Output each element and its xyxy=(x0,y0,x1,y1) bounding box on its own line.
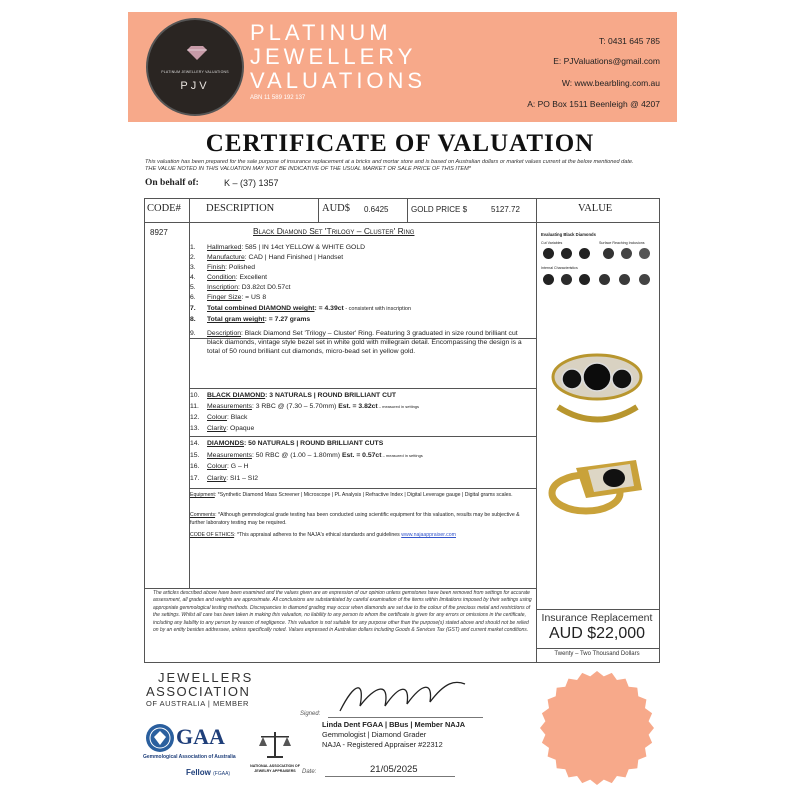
row-divider xyxy=(536,609,660,610)
spec-line-7: 7. Total combined DIAMOND weight: = 4.39ct - consistent with inscription xyxy=(190,305,412,312)
contact-website: W: www.bearbling.com.au xyxy=(561,78,660,88)
diamonds-colour: 16. Colour: G – H xyxy=(190,463,249,470)
ring-side-photo xyxy=(546,438,649,520)
gaa-full-name: Gemmological Association of Australia xyxy=(143,754,236,760)
item-title: Black Diamond Set 'Trilogy – Cluster' Ring xyxy=(253,226,415,236)
column-divider xyxy=(318,198,319,222)
ring-front-photo xyxy=(546,337,649,427)
diamond-icon xyxy=(187,46,207,60)
equipment-note: Equipment: *Synthetic Diamond Mass Screener | Microscope | PL Analysis | Refractive Index | Digital Leverage gauge | Digital grams scales. xyxy=(190,492,513,498)
naja-text: NATIONAL ASSOCIATION OF JEWELRY APPRAISERS xyxy=(250,764,300,773)
naja-link[interactable]: www.najaappraiser.com xyxy=(401,532,456,538)
insurance-value-words: Twenty – Two Thousand Dollars xyxy=(554,651,640,657)
black-diamond-heading: 10. BLACK DIAMOND: 3 NATURALS | ROUND BRILLIANT CUT xyxy=(190,392,397,399)
black-diamond-sample-icon xyxy=(561,248,572,259)
black-diamond-sample-icon xyxy=(619,274,630,285)
contact-address: A: PO Box 1511 Beenleigh @ 4207 xyxy=(527,99,660,109)
abn-number: ABN 11 589 192 137 xyxy=(250,95,306,101)
ja-line-3: OF AUSTRALIA | MEMBER xyxy=(146,699,249,708)
spec-line-2: 2. Manufacture: CAD | Hand Finished | Handset xyxy=(190,254,344,261)
spec-line-8: 8. Total gram weight: = 7.27 grams xyxy=(190,316,311,323)
chart-row1-heading: Cut Variables xyxy=(541,241,563,245)
signed-label: Signed: xyxy=(300,711,321,717)
date-value: 21/05/2025 xyxy=(370,764,418,775)
black-diamond-clarity: 13. Clarity: Opaque xyxy=(190,425,255,432)
gaa-emblem-icon xyxy=(145,723,175,753)
company-name-line-1: PLATINUM xyxy=(250,20,392,45)
comments-note: Comments: *Although gemmological grade testing has been conducted using scientific equipment for this valuation, results may be subjective & further laboratory testing may be required. xyxy=(190,512,520,527)
behalf-value: K – (37) 1357 xyxy=(224,178,279,188)
item-code: 8927 xyxy=(150,228,168,237)
black-diamond-sample-icon xyxy=(621,248,632,259)
signer-name: Linda Dent FGAA | BBus | Member NAJA xyxy=(322,720,466,729)
row-divider xyxy=(189,436,536,437)
fellow-label: Fellow (FGAA) xyxy=(186,768,231,777)
spec-line-1: 1. Hallmarked: 585 | IN 14ct YELLOW & WHITE GOLD xyxy=(190,244,366,251)
black-diamond-sample-icon xyxy=(579,274,590,285)
black-diamond-sample-icon xyxy=(603,248,614,259)
black-diamond-sample-icon xyxy=(579,248,590,259)
insurance-label: Insurance Replacement xyxy=(541,612,653,624)
spec-line-6: 6. Finger Size: = US 8 xyxy=(190,294,267,301)
articles-disclaimer: The articles described above have been examined and the values given are an expression of our opinion unless gemstones have been removed from settings for accurate assessment, all grades and weights are approximate. All conclusions are substantiated by careful examination of the items within limitations imposed by their settings using appropriate gemmological testing methods. Discrepancies in diamond grading may occur when diamonds are set due to the colour of the precious metal and restrictions of the settings. Whilst all care has been taken in making this valuation, no liability to any person to whom the certificate is given for any errors or omissions in the certificate, including any liability to any person by reason of negligence. This valuation is not suitable for any purpose other than the purpose(s) stated above and should not be relied on by an entity besides addressee, unless specifically noted. Values expressed in Australian dollars including Goods & Services Tax (GST) and current market conditions. xyxy=(153,590,532,634)
spec-line-4: 4. Condition: Excellent xyxy=(190,274,268,281)
ja-line-1: JEWELLERS xyxy=(158,670,254,685)
disclaimer-line-2: THE VALUE NOTED IN THIS VALUATION MAY NOT BE INDICATIVE OF THE USUAL MARKET OR SALE PRICE OF THIS ITEM* xyxy=(145,166,471,172)
signer-naja: NAJA - Registered Appraiser #22312 xyxy=(322,740,443,749)
signature-image xyxy=(335,676,470,716)
logo-text: PJV xyxy=(180,80,210,92)
aud-header: AUD$ xyxy=(322,203,350,214)
black-diamond-sample-icon xyxy=(599,274,610,285)
black-diamond-sample-icon xyxy=(639,274,650,285)
valuation-seal xyxy=(539,670,655,786)
company-name-line-3: VALUATIONS xyxy=(250,68,427,93)
black-diamond-sample-icon xyxy=(561,274,572,285)
company-name-line-2: JEWELLERY xyxy=(250,44,417,69)
row-divider xyxy=(144,588,536,589)
behalf-label: On behalf of: xyxy=(145,178,199,188)
description-header: DESCRIPTION xyxy=(206,203,275,214)
aud-value: 0.6425 xyxy=(364,205,389,214)
black-diamond-sample-icon xyxy=(639,248,650,259)
diamonds-measurements: 15. Measurements: 50 RBC @ (1.00 – 1.80mm) Est. = 0.57ct – measured in settings xyxy=(190,452,423,459)
row-divider xyxy=(536,648,660,649)
code-header: CODE# xyxy=(147,203,181,214)
column-divider xyxy=(407,198,408,222)
ja-line-2: ASSOCIATION xyxy=(146,684,251,699)
chart-row2-heading: Internal Characteristics xyxy=(541,266,578,270)
black-diamond-chart xyxy=(537,226,657,298)
gold-price-value: 5127.72 xyxy=(491,205,520,214)
black-diamond-sample-icon xyxy=(543,274,554,285)
chart-title: Evaluating Black Diamonds xyxy=(541,232,596,237)
date-line xyxy=(325,776,455,777)
black-diamond-sample-icon xyxy=(543,248,554,259)
diamonds-clarity: 17. Clarity: SI1 – SI2 xyxy=(190,475,259,482)
signature-line xyxy=(328,717,483,718)
date-label: Date: xyxy=(302,769,317,775)
insurance-value: AUD $22,000 xyxy=(548,625,646,642)
black-diamond-colour: 12. Colour: Black xyxy=(190,414,248,421)
black-diamond-measurements: 11. Measurements: 3 RBC @ (7.30 – 5.70mm) Est. = 3.82ct – measured in settings xyxy=(190,403,420,410)
header-divider xyxy=(144,222,660,223)
gold-price-header: GOLD PRICE $ xyxy=(411,205,468,214)
ethics-note: CODE OF ETHICS: *This appraisal adheres to the NAJA's ethical standards and guidelines www.najaappraiser.com xyxy=(190,532,456,538)
certificate-title: CERTIFICATE OF VALUATION xyxy=(205,130,595,157)
value-header: VALUE xyxy=(578,203,613,214)
disclaimer-line-1: This valuation has been prepared for the sale purpose of insurance replacement at a bricks and mortar store and is based on Australian dollars or market values current at the below mentioned date. xyxy=(145,159,634,165)
row-divider xyxy=(189,388,536,389)
logo-small-text: PLATINUM JEWELLERY VALUATIONS xyxy=(161,70,229,74)
gaa-logo-text: GAA xyxy=(176,724,225,749)
diamonds-heading: 14. DIAMONDS: 50 NATURALS | ROUND BRILLIANT CUTS xyxy=(190,440,384,447)
contact-phone: T: 0431 645 785 xyxy=(599,36,660,46)
pjv-logo xyxy=(146,18,244,116)
spec-line-9-number: 9. xyxy=(190,330,196,337)
spec-line-5: 5. Inscription: D3.82ct D0.57ct xyxy=(190,284,291,291)
spec-line-3: 3. Finish: Polished xyxy=(190,264,255,271)
description-paragraph: Description: Black Diamond Set 'Trilogy – Cluster' Ring. Featuring 3 graduated in size round brilliant cut black diamonds, vintage style bezel set in white gold with millegrain detail. Encompassing the design is a total of 50 round brilliant cut diamonds, micro-bead set in yellow gold. xyxy=(207,330,522,356)
chart-row1-heading-2: Surface Reaching Inclusions xyxy=(599,241,645,245)
row-divider xyxy=(189,488,536,489)
contact-email: E: PJValuations@gmail.com xyxy=(553,56,660,66)
scales-icon xyxy=(255,730,295,760)
signer-role: Gemmologist | Diamond Grader xyxy=(322,730,427,739)
